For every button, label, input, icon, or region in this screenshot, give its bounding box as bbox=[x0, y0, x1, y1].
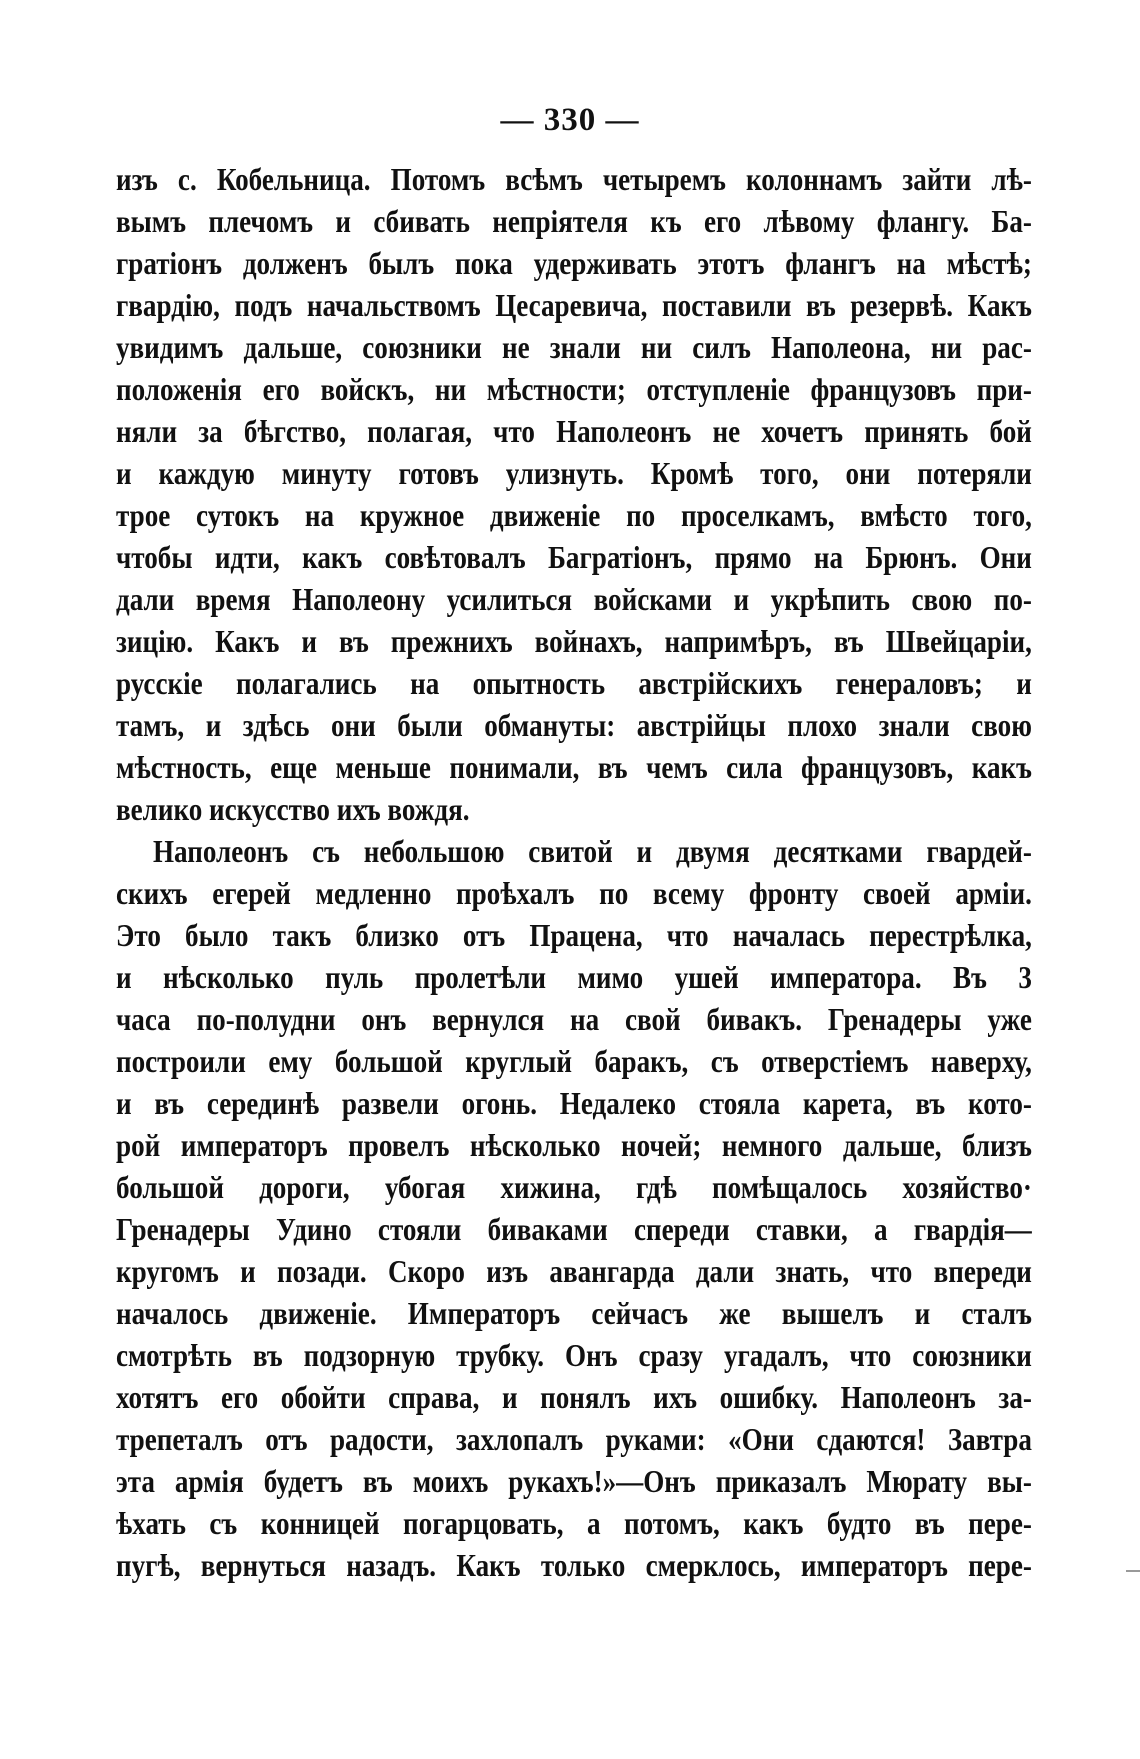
body-text bbox=[116, 159, 1032, 1587]
paragraph-1 bbox=[116, 159, 1032, 831]
text-line: Наполеонъ съ небольшою свитой и двумя десятками гвардей- bbox=[152, 834, 1032, 869]
text-line: и нѣсколько пуль пролетѣли мимо ушей императора. Въ 3 bbox=[116, 960, 1032, 995]
text-line: вымъ плечомъ и сбивать непріятеля къ его лѣвому флангу. Ба- bbox=[116, 204, 1032, 239]
text-line: увидимъ дальше, союзники не знали ни силъ Наполеона, ни рас- bbox=[116, 330, 1032, 365]
text-line: и каждую минуту готовъ улизнуть. Кромѣ того, они потеряли bbox=[116, 456, 1032, 491]
paragraph-2 bbox=[116, 831, 1032, 1587]
text-line: дали время Наполеону усилиться войсками и укрѣпить свою по- bbox=[116, 582, 1032, 617]
text-line: Это было такъ близко отъ Працена, что началась перестрѣлка, bbox=[116, 918, 1032, 953]
text-line: началось движеніе. Императоръ сейчасъ же вышелъ и сталъ bbox=[116, 1296, 1032, 1331]
text-line: велико искусство ихъ вождя. bbox=[116, 792, 470, 827]
text-line: кругомъ и позади. Скоро изъ авангарда дали знать, что впереди bbox=[116, 1254, 1032, 1289]
scan-edge-mark bbox=[1126, 1570, 1140, 1572]
page-number: — 330 — bbox=[500, 102, 640, 138]
text-line: пугѣ, вернуться назадъ. Какъ только смерклось, императоръ пере- bbox=[116, 1548, 1032, 1583]
text-line: эта армія будетъ въ моихъ рукахъ!»—Онъ приказалъ Мюрату вы- bbox=[116, 1464, 1032, 1499]
text-line: чтобы идти, какъ совѣтовалъ Багратіонъ, прямо на Брюнъ. Они bbox=[116, 540, 1032, 575]
text-line: гвардію, подъ начальствомъ Цесаревича, поставили въ резервѣ. Какъ bbox=[116, 288, 1032, 323]
text-line: скихъ егерей медленно проѣхалъ по всему фронту своей арміи. bbox=[116, 876, 1032, 911]
text-line: изъ с. Кобельница. Потомъ всѣмъ четыремъ колоннамъ зайти лѣ- bbox=[116, 162, 1032, 197]
text-line: трепеталъ отъ радости, захлопалъ руками: «Они сдаются! Завтра bbox=[116, 1422, 1032, 1457]
text-line: мѣстность, еще меньше понимали, въ чемъ сила французовъ, какъ bbox=[116, 750, 1032, 785]
text-line: часа по-полудни онъ вернулся на свой бивакъ. Гренадеры уже bbox=[116, 1002, 1032, 1037]
text-line: зицію. Какъ и въ прежнихъ войнахъ, напримѣръ, въ Швейцаріи, bbox=[116, 624, 1032, 659]
text-line: тамъ, и здѣсь они были обмануты: австрійцы плохо знали свою bbox=[116, 708, 1032, 743]
text-line: няли за бѣгство, полагая, что Наполеонъ не хочетъ принять бой bbox=[116, 414, 1032, 449]
text-line: русскіе полагались на опытность австрійскихъ генераловъ; и bbox=[116, 666, 1032, 701]
text-line: построили ему большой круглый баракъ, съ отверстіемъ наверху, bbox=[116, 1044, 1032, 1079]
text-line: ѣхать съ конницей погарцовать, а потомъ, какъ будто въ пере- bbox=[116, 1506, 1032, 1541]
text-line: трое сутокъ на кружное движеніе по проселкамъ, вмѣсто того, bbox=[116, 498, 1032, 533]
text-line: и въ серединѣ развели огонь. Недалеко стояла карета, въ кото- bbox=[116, 1086, 1032, 1121]
text-line: рой императоръ провелъ нѣсколько ночей; немного дальше, близъ bbox=[116, 1128, 1032, 1163]
text-line: хотятъ его обойти справа, и понялъ ихъ ошибку. Наполеонъ за- bbox=[116, 1380, 1032, 1415]
text-line: смотрѣть въ подзорную трубку. Онъ сразу угадалъ, что союзники bbox=[116, 1338, 1032, 1373]
text-line: положенія его войскъ, ни мѣстности; отступленіе французовъ при- bbox=[116, 372, 1032, 407]
text-line: Гренадеры Удино стояли биваками спереди ставки, а гвардія— bbox=[116, 1212, 1032, 1247]
text-line: большой дороги, убогая хижина, гдѣ помѣщалось хозяйство· bbox=[116, 1170, 1032, 1205]
text-line: гратіонъ долженъ былъ пока удерживать этотъ флангъ на мѣстѣ; bbox=[116, 246, 1032, 281]
